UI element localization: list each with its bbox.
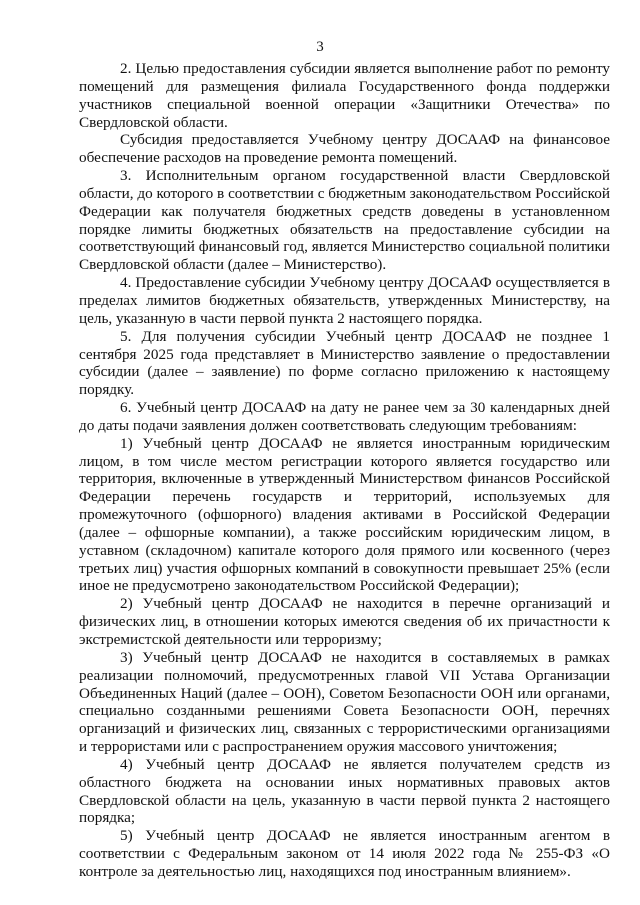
paragraph-subsidy-purpose: Субсидия предоставляется Учебному центру ДОСААФ на финансовое обеспечение расходов на проведение ремонта помещений.	[79, 131, 610, 167]
paragraph-6-requirements: 6. Учебный центр ДОСААФ на дату не ранее чем за 30 календарных дней до даты подачи заявления должен соответствовать следующим требованиям:	[79, 399, 610, 434]
requirement-4-other-funding: 4) Учебный центр ДОСААФ не является получателем средств из областного бюджета на основании иных нормативных правовых актов Свердловской области на цель, указанную в части первой пункта 2 настоящего порядка;	[79, 755, 610, 827]
page-number: 3	[316, 39, 324, 55]
paragraph-2-goal: 2. Целью предоставления субсидии является выполнение работ по ремонту помещений для размещения филиала Государственного фонда поддержки участников специальной военной операции «Защитники Отечества» по Свердловской области.	[79, 60, 610, 131]
paragraph-4-limits: 4. Предоставление субсидии Учебному центру ДОСААФ осуществляется в пределах лимитов бюджетных обязательств, утвержденных Министерству, на цель, указанную в части первой пункта 2 настоящего порядка.	[79, 274, 610, 327]
paragraph-3-executive-body: 3. Исполнительным органом государственной власти Свердловской области, до которого в соответствии с бюджетным законодательством Российской Федерации как получателя бюджетных средств доведены в установленном порядке лимиты бюджетных обязательств на предоставление субсидии на соответствующий финансовый год, является Министерство социальной политики Свердловской области (далее – Министерство).	[79, 167, 610, 274]
requirement-3-un-lists: 3) Учебный центр ДОСААФ не находится в составляемых в рамках реализации полномочий, предусмотренных главой VII Устава Организации Объединенных Наций (далее – ООН), Советом Безопасности ООН или органами, специально созданными решениями Совета Безопасности ООН, перечнях организаций и физических лиц, связанных с террористическими организациями и террористами или с распространением оружия массового уничтожения;	[79, 648, 610, 756]
requirement-1-offshore: 1) Учебный центр ДОСААФ не является иностранным юридическим лицом, в том числе местом регистрации которого является государство или территория, включенные в утвержденный Министерством финансов Российской Федерации перечень государств и территорий, используемых для промежуточного (офшорного) владения активами в Российской Федерации (далее – офшорные компании), а также российским юридическим лицом, в уставном (складочном) капитале которого доля прямого или косвенного (через третьих лиц) участия офшорных компаний в совокупности превышает 25% (если иное не предусмотрено законодательством Российской Федерации);	[79, 434, 610, 595]
requirement-5-foreign-agent: 5) Учебный центр ДОСААФ не является иностранным агентом в соответствии с Федеральным законом от 14 июля 2022 года № 255-ФЗ «О контроле за деятельностью лиц, находящихся под иностранным влиянием».	[79, 827, 610, 880]
requirement-2-extremism: 2) Учебный центр ДОСААФ не находится в перечне организаций и физических лиц, в отношении которых имеются сведения об их причастности к экстремистской деятельности или терроризму;	[79, 595, 610, 648]
paragraph-5-application: 5. Для получения субсидии Учебный центр ДОСААФ не позднее 1 сентября 2025 года представляет в Министерство заявление о предоставлении субсидии (далее – заявление) по форме согласно приложению к настоящему порядку.	[79, 327, 610, 399]
document-body	[79, 60, 610, 881]
